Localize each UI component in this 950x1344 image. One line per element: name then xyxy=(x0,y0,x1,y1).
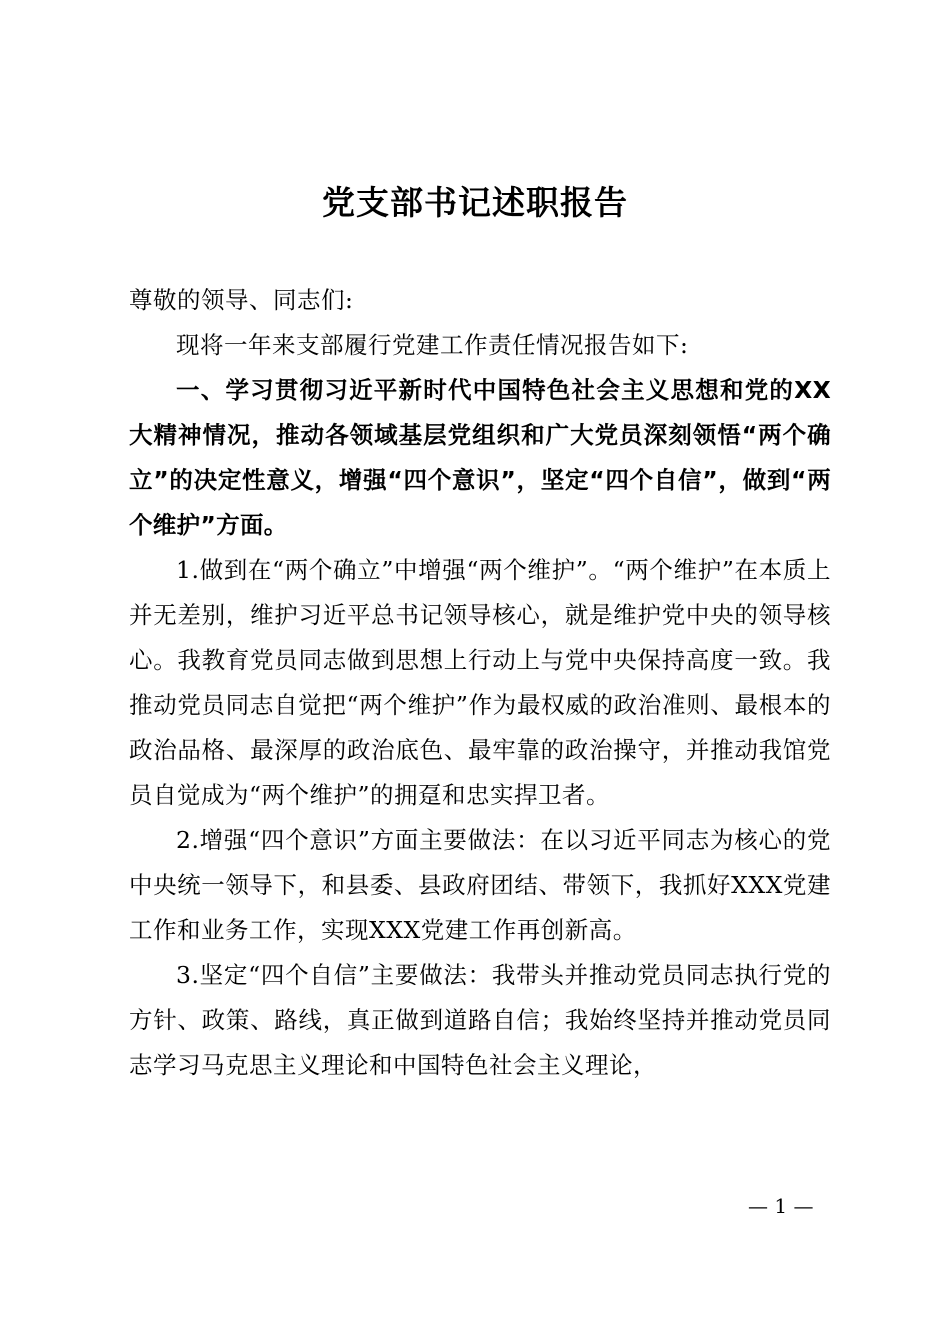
section-heading: 一、学习贯彻习近平新时代中国特色社会主义思想和党的XX大精神情况，推动各领域基层党组织和广大党员深刻领悟“两个确立”的决定性意义，增强“四个意识”，坚定“四个自信”，做到“两个维护”方面。 xyxy=(129,376,831,539)
salutation: 尊敬的领导、同志们: xyxy=(129,286,354,314)
paragraph-1: 1.做到在“两个确立”中增强“两个维护”。“两个维护”在本质上并无差别，维护习近平总书记领导核心，就是维护党中央的领导核心。我教育党员同志做到思想上行动上与党中央保持高度一致。我推动党员同志自觉把“两个维护”作为最权威的政治准则、最根本的政治品格、最深厚的政治底色、最牢靠的政治操守，并推动我馆党员自觉成为“两个维护”的拥趸和忠实捍卫者。 xyxy=(129,556,831,809)
paragraph-2: 2.增强“四个意识”方面主要做法：在以习近平同志为核心的党中央统一领导下，和县委、县政府团结、带领下，我抓好XXX党建工作和业务工作，实现XXX党建工作再创新高。 xyxy=(129,826,831,944)
intro-paragraph: 现将一年来支部履行党建工作责任情况报告如下: xyxy=(176,331,689,359)
document-title: 党支部书记述职报告 xyxy=(322,183,628,222)
page-number: — 1 — xyxy=(748,1194,814,1218)
paragraph-3: 3.坚定“四个自信”主要做法：我带头并推动党员同志执行党的方针、政策、路线，真正做到道路自信；我始终坚持并推动党员同志学习马克思主义理论和中国特色社会主义理论， xyxy=(129,961,831,1079)
document-body xyxy=(129,278,831,1088)
